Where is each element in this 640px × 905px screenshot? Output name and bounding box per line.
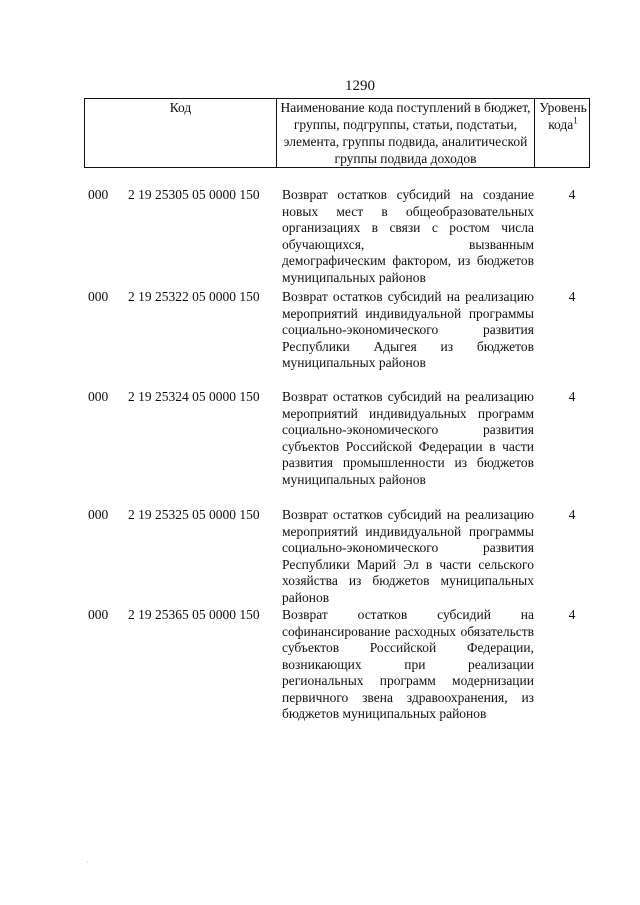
row-prefix: 000: [88, 187, 109, 202]
row-code: 2 19 25325 05 0000 150: [128, 507, 260, 522]
row-code: 2 19 25324 05 0000 150: [128, 389, 260, 404]
row-code: 2 19 25322 05 0000 150: [128, 289, 260, 304]
header-level-footnote: 1: [573, 115, 578, 126]
row-code: 2 19 25305 05 0000 150: [128, 187, 260, 202]
scan-speck: ·: [86, 858, 89, 867]
header-level: [535, 99, 590, 168]
row-name: Возврат остатков субсидий на создание новых мест в общеобразовательных организациях в связи с ростом числа обучающихся, вызванным демографическим фактором, из бюджетов муниципальных районов: [282, 187, 534, 285]
row-prefix: 000: [88, 289, 109, 304]
row-prefix: 000: [88, 607, 109, 622]
row-name: Возврат остатков субсидий на реализацию мероприятий индивидуальной программы социально-экономического развития Республики Адыгея из бюджетов муниципальных районов: [282, 289, 534, 370]
header-code: Код: [85, 99, 277, 168]
row-name: Возврат остатков субсидий на реализацию мероприятий индивидуальных программ социально-экономического развития субъектов Российской Федерации в части развития промышленности из бюджетов муниципальных районов: [282, 389, 534, 487]
row-prefix: 000: [88, 389, 109, 404]
row-name: Возврат остатков субсидий на реализацию мероприятий индивидуальной программы социально-экономического развития Республики Марий Эл в части сельского хозяйства из бюджетов муниципальных районов: [282, 507, 534, 605]
header-name: Наименование кода поступлений в бюджет, группы, подгруппы, статьи, подстатьи, элемента, группы подвида, аналитической группы подвида доходов: [277, 99, 535, 168]
row-prefix: 000: [88, 507, 109, 522]
row-code: 2 19 25365 05 0000 150: [128, 607, 260, 622]
row-level: 4: [568, 187, 576, 202]
row-name: Возврат остатков субсидий на софинансирование расходных обязательств субъектов Российской Федерации, возникающих при реализации региональных программ модернизации первичного звена здравоохранения, из бюджетов муниципальных районов: [282, 607, 534, 721]
page-number: 1290: [345, 78, 375, 94]
row-level: 4: [568, 389, 576, 404]
header-level-label: Уровень кода: [539, 100, 587, 132]
table-header: [84, 98, 590, 168]
row-level: 4: [568, 507, 576, 522]
row-level: 4: [568, 607, 576, 622]
row-level: 4: [568, 289, 576, 304]
